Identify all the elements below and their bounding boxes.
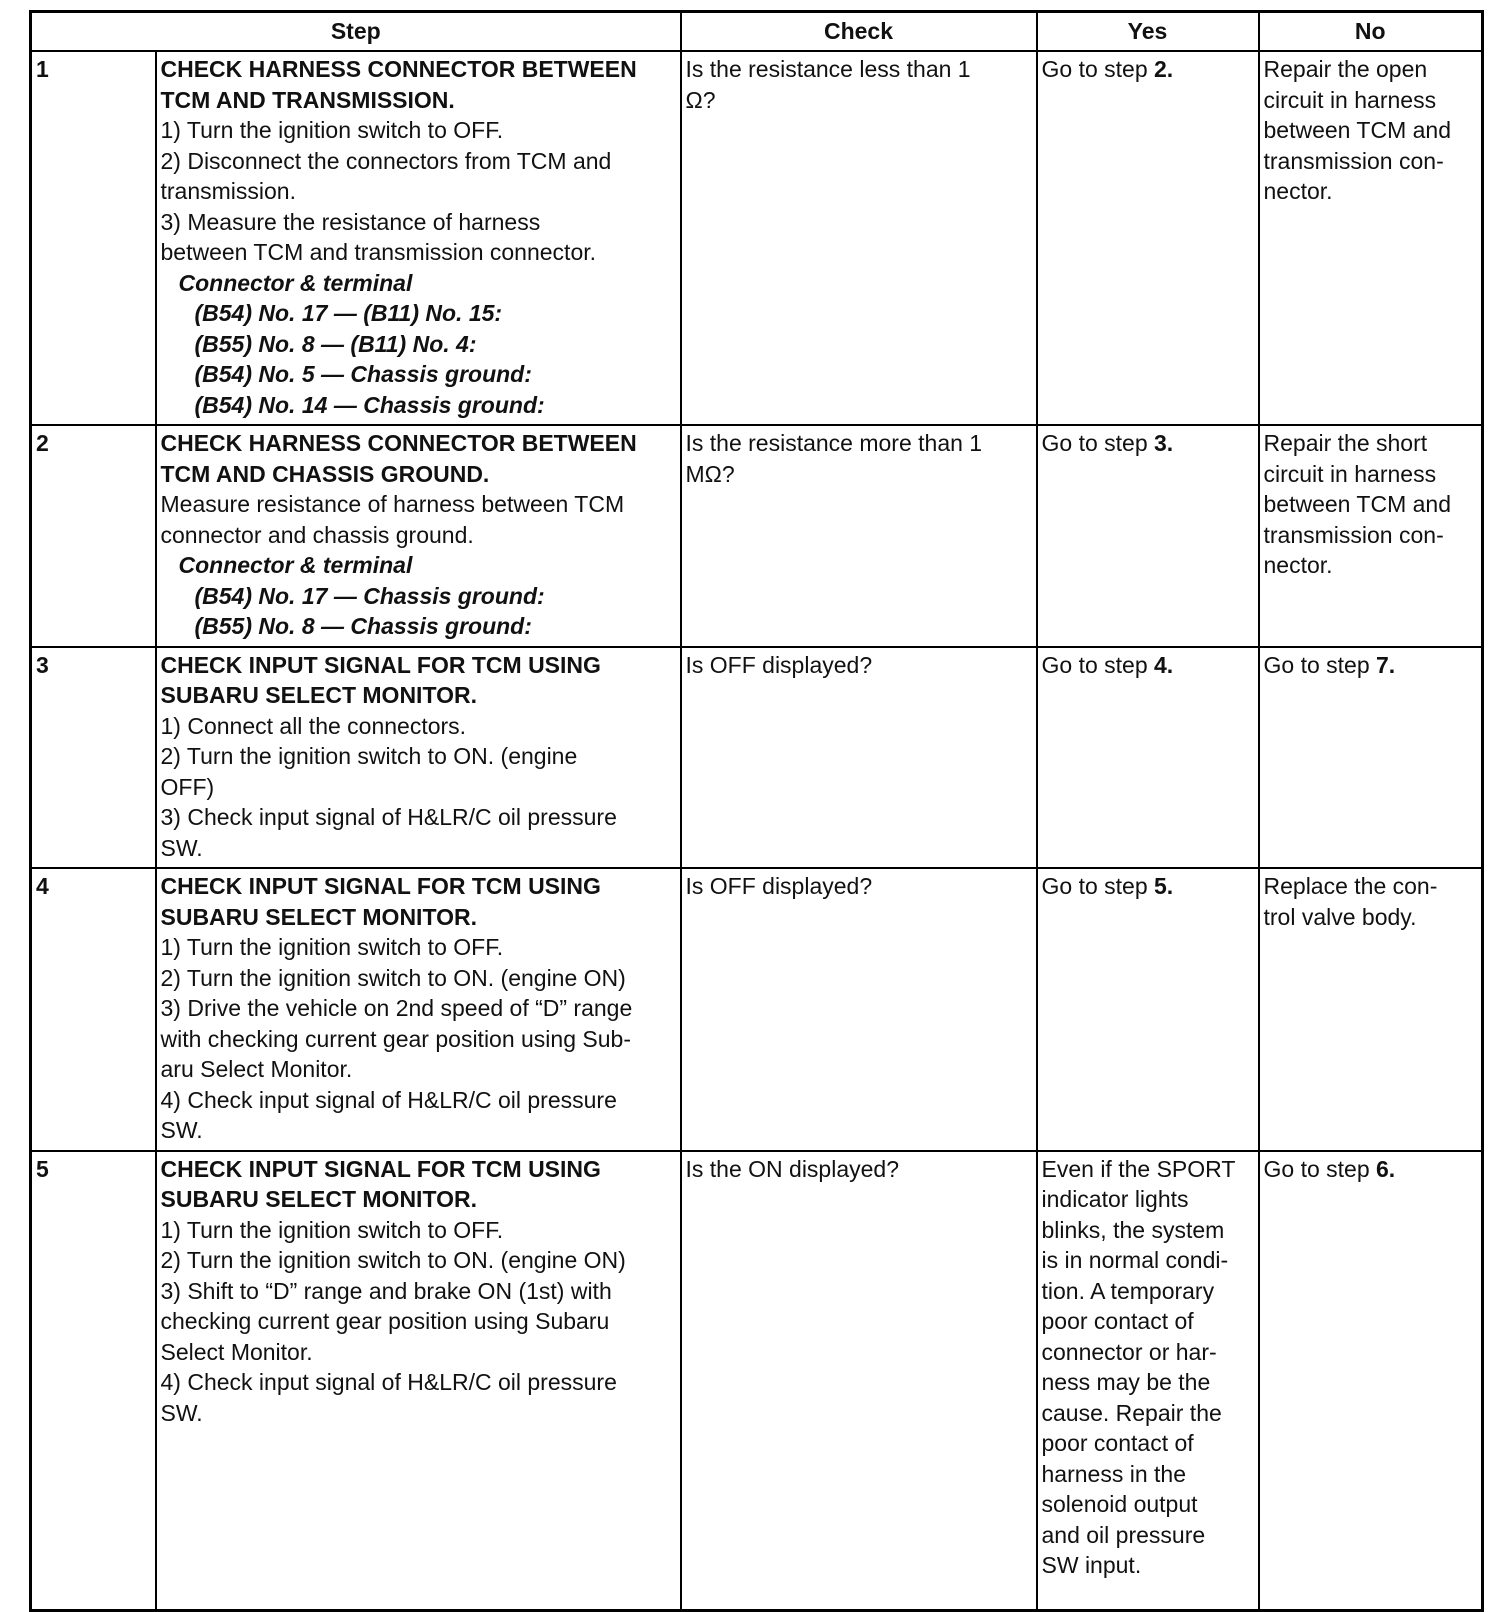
yes-text: and oil pressure — [1041, 1521, 1206, 1548]
no-cell — [1259, 1151, 1483, 1611]
connector-terminal: (B55) No. 8 — (B11) No. 4: — [194, 330, 477, 357]
yes-step: 2. — [1154, 56, 1174, 82]
step-line: 4) Check input signal of H&LR/C oil pressure — [160, 1086, 617, 1113]
table-row — [31, 647, 1483, 869]
no-cell — [1259, 868, 1483, 1151]
yes-cell — [1037, 1151, 1259, 1611]
yes-text: indicator lights — [1041, 1186, 1189, 1212]
step-description — [156, 51, 681, 425]
check-cell — [681, 425, 1037, 647]
check-text: Ω? — [685, 86, 716, 113]
step-title: CHECK HARNESS CONNECTOR BETWEEN — [160, 430, 637, 456]
step-line: OFF) — [160, 773, 215, 800]
step-title: SUBARU SELECT MONITOR. — [160, 903, 477, 930]
yes-text: solenoid output — [1041, 1491, 1198, 1517]
yes-text: poor contact of — [1041, 1308, 1194, 1334]
yes-text: poor contact of — [1041, 1430, 1194, 1456]
diagnostic-table — [29, 10, 1484, 1612]
table-row — [31, 868, 1483, 1151]
no-text: nector. — [1263, 178, 1333, 204]
yes-step: 5. — [1154, 873, 1174, 899]
yes-cell — [1037, 868, 1259, 1151]
step-line: 3) Drive the vehicle on 2nd speed of “D” range — [160, 995, 633, 1021]
connector-heading: Connector & terminal — [178, 552, 413, 578]
step-line: 2) Turn the ignition switch to ON. (engine — [160, 743, 578, 769]
no-text: Go to step — [1263, 1155, 1377, 1182]
yes-text: tion. A temporary — [1041, 1277, 1215, 1304]
step-title: TCM AND TRANSMISSION. — [160, 86, 455, 113]
connector-terminal: (B55) No. 8 — Chassis ground: — [194, 613, 532, 639]
step-line: SW. — [160, 1117, 203, 1143]
no-step: 7. — [1376, 651, 1396, 678]
connector-terminal: (B54) No. 17 — (B11) No. 15: — [194, 300, 503, 326]
step-title: SUBARU SELECT MONITOR. — [160, 1186, 477, 1212]
check-cell — [681, 868, 1037, 1151]
header-step: Step — [31, 12, 681, 52]
step-line: 3) Check input signal of H&LR/C oil pressure — [160, 804, 617, 830]
step-title: CHECK HARNESS CONNECTOR BETWEEN — [160, 56, 637, 82]
step-line: with checking current gear position using Sub- — [160, 1025, 631, 1052]
step-number: 4 — [31, 868, 156, 1151]
step-line: 2) Disconnect the connectors from TCM and — [160, 147, 612, 174]
yes-cell — [1037, 647, 1259, 869]
yes-text: Even if the SPORT — [1041, 1155, 1236, 1182]
check-text: MΩ? — [685, 460, 735, 487]
step-line: 4) Check input signal of H&LR/C oil pressure — [160, 1369, 617, 1395]
step-line: SW. — [160, 834, 203, 861]
check-text: Is the resistance less than 1 — [685, 56, 971, 82]
yes-text: is in normal condi- — [1041, 1247, 1229, 1273]
header-check: Check — [681, 12, 1037, 52]
connector-terminal: (B54) No. 17 — Chassis ground: — [194, 582, 545, 609]
step-line: Select Monitor. — [160, 1338, 313, 1365]
step-title: CHECK INPUT SIGNAL FOR TCM USING — [160, 651, 601, 678]
step-line: 2) Turn the ignition switch to ON. (engine ON) — [160, 1247, 626, 1273]
check-cell — [681, 51, 1037, 425]
check-text: Is the resistance more than 1 — [685, 430, 983, 456]
check-text: Is OFF displayed? — [685, 873, 873, 899]
no-step: 6. — [1376, 1155, 1396, 1182]
step-line: checking current gear position using Subaru — [160, 1308, 610, 1334]
no-text: nector. — [1263, 552, 1333, 578]
step-number: 2 — [31, 425, 156, 647]
no-text: Replace the con- — [1263, 873, 1438, 899]
no-text: circuit in harness — [1263, 86, 1437, 113]
no-text: transmission con- — [1263, 147, 1444, 174]
step-title: CHECK INPUT SIGNAL FOR TCM USING — [160, 1155, 601, 1182]
yes-text: Go to step — [1041, 651, 1155, 678]
check-cell — [681, 647, 1037, 869]
step-line: 1) Turn the ignition switch to OFF. — [160, 117, 504, 143]
no-text: Repair the short — [1263, 430, 1428, 456]
step-line: 1) Connect all the connectors. — [160, 712, 467, 739]
step-line: 3) Measure the resistance of harness — [160, 208, 541, 235]
yes-text: SW input. — [1041, 1552, 1142, 1578]
connector-heading: Connector & terminal — [178, 269, 413, 296]
yes-text: connector or har- — [1041, 1338, 1217, 1365]
step-description — [156, 868, 681, 1151]
yes-cell — [1037, 425, 1259, 647]
yes-cell — [1037, 51, 1259, 425]
connector-terminal: (B54) No. 14 — Chassis ground: — [194, 391, 545, 418]
step-number: 3 — [31, 647, 156, 869]
table-row — [31, 425, 1483, 647]
step-line: Measure resistance of harness between TCM — [160, 491, 625, 517]
step-line: 1) Turn the ignition switch to OFF. — [160, 934, 504, 960]
table-row — [31, 51, 1483, 425]
step-number: 5 — [31, 1151, 156, 1611]
step-description — [156, 1151, 681, 1611]
no-text: trol valve body. — [1263, 903, 1417, 930]
no-text: between TCM and — [1263, 491, 1452, 517]
connector-terminal: (B54) No. 5 — Chassis ground: — [194, 361, 532, 387]
step-line: 1) Turn the ignition switch to OFF. — [160, 1216, 504, 1243]
no-text: transmission con- — [1263, 521, 1444, 548]
step-title: CHECK INPUT SIGNAL FOR TCM USING — [160, 873, 601, 899]
yes-text: ness may be the — [1041, 1369, 1211, 1395]
no-cell — [1259, 425, 1483, 647]
no-text: Go to step — [1263, 651, 1377, 678]
step-line: 2) Turn the ignition switch to ON. (engine ON) — [160, 964, 626, 991]
no-cell — [1259, 647, 1483, 869]
step-line: connector and chassis ground. — [160, 521, 474, 548]
yes-text: cause. Repair the — [1041, 1399, 1222, 1426]
step-line: aru Select Monitor. — [160, 1056, 353, 1082]
check-text: Is OFF displayed? — [685, 651, 873, 678]
yes-text: blinks, the system — [1041, 1216, 1225, 1243]
yes-text: Go to step — [1041, 430, 1155, 456]
step-title: SUBARU SELECT MONITOR. — [160, 682, 477, 708]
step-line: SW. — [160, 1399, 203, 1426]
yes-text: harness in the — [1041, 1460, 1186, 1487]
yes-text: Go to step — [1041, 873, 1155, 899]
no-cell — [1259, 51, 1483, 425]
yes-text: Go to step — [1041, 56, 1155, 82]
step-line: between TCM and transmission connector. — [160, 239, 597, 265]
step-line: transmission. — [160, 178, 296, 204]
yes-step: 3. — [1154, 430, 1174, 456]
no-text: Repair the open — [1263, 56, 1428, 82]
header-yes: Yes — [1037, 12, 1259, 52]
header-no: No — [1259, 12, 1483, 52]
step-line: 3) Shift to “D” range and brake ON (1st) with — [160, 1277, 612, 1304]
step-description — [156, 647, 681, 869]
step-number: 1 — [31, 51, 156, 425]
check-text: Is the ON displayed? — [685, 1155, 900, 1182]
header-row — [31, 12, 1483, 52]
table-row — [31, 1151, 1483, 1611]
no-text: circuit in harness — [1263, 460, 1437, 487]
step-description — [156, 425, 681, 647]
step-title: TCM AND CHASSIS GROUND. — [160, 460, 490, 487]
no-text: between TCM and — [1263, 117, 1452, 143]
yes-step: 4. — [1154, 651, 1174, 678]
check-cell — [681, 1151, 1037, 1611]
